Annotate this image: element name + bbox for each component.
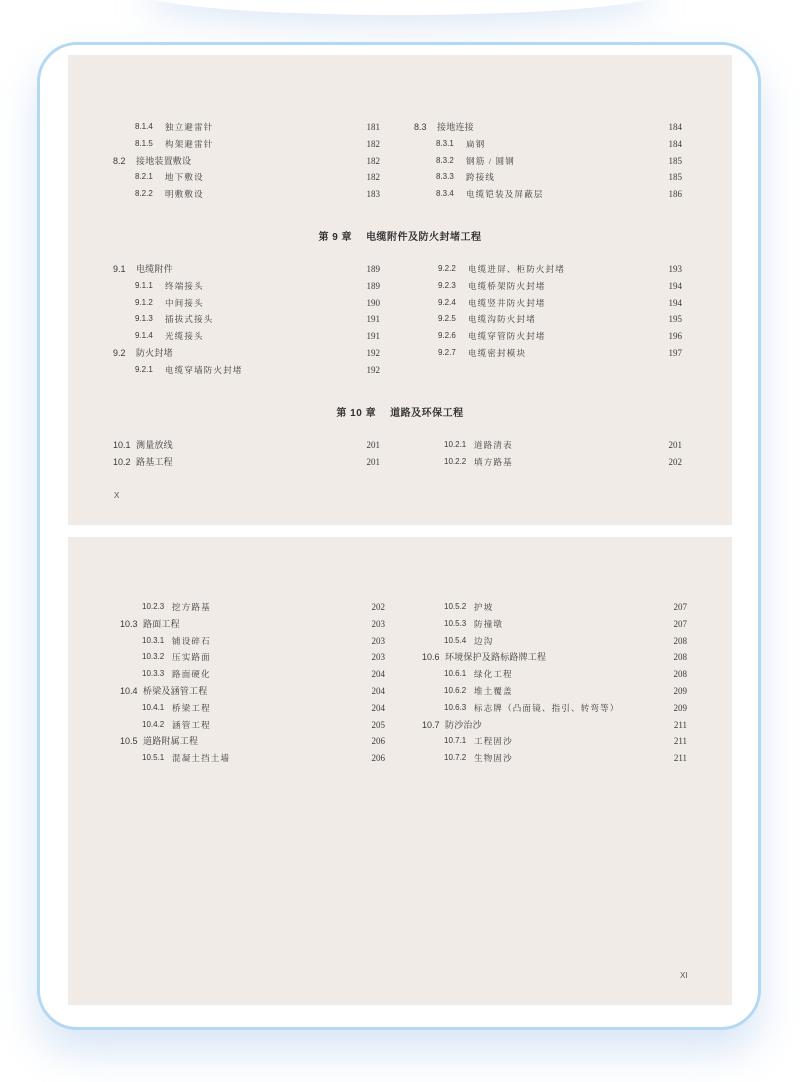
- toc-column-top-right: [414, 119, 682, 203]
- toc-entry: [422, 616, 687, 633]
- toc-entry-page: 204: [371, 669, 385, 680]
- toc-entry: [416, 261, 682, 278]
- toc-entry-number: 10.6.3: [444, 702, 467, 712]
- toc-entry-page: 190: [366, 297, 380, 308]
- toc-entry-number: 9.1.4: [135, 331, 153, 341]
- toc-entry-page: 201: [366, 456, 380, 467]
- toc-entry: [422, 599, 687, 616]
- toc-entry: [113, 261, 380, 278]
- toc-entry-page: 204: [371, 685, 385, 696]
- toc-entry-page: 193: [668, 264, 682, 274]
- toc-entry-page: 201: [366, 440, 380, 450]
- page-folio-right: XI: [680, 971, 688, 980]
- toc-entry-title: 电缆附件: [136, 264, 173, 274]
- toc-entry-page: 207: [673, 602, 687, 612]
- toc-entry-number: 10.5: [120, 736, 138, 747]
- toc-entry: [113, 136, 380, 153]
- toc-entry-title: 堆土覆盖: [474, 685, 513, 696]
- toc-entry-page: 194: [668, 297, 682, 308]
- toc-column-right: [422, 599, 687, 767]
- toc-entry-page: 208: [673, 652, 687, 663]
- chapter-9-title: 电缆附件及防火封堵工程: [366, 232, 482, 243]
- toc-entry-number: 8.1.4: [135, 122, 153, 131]
- toc-entry-number: 9.2.5: [438, 314, 456, 324]
- toc-entry-number: 8.2.1: [135, 172, 153, 182]
- page-folio-left: X: [114, 491, 120, 500]
- toc-entry-number: 10.5.1: [142, 753, 165, 763]
- toc-entry-page: 196: [668, 331, 682, 342]
- toc-entry: [416, 311, 682, 328]
- toc-column-left: [120, 599, 385, 767]
- chapter-10-label: 第 10 章: [336, 408, 377, 419]
- toc-entry-title: 电缆穿墙防火封堵: [165, 364, 243, 375]
- toc-entry: [422, 750, 687, 767]
- toc-entry: [113, 311, 380, 328]
- toc-entry-number: 9.2.1: [135, 364, 153, 374]
- toc-entry-title: 桥梁工程: [172, 702, 211, 713]
- toc-entry: [422, 683, 687, 700]
- toc-entry-page: 184: [668, 122, 682, 132]
- toc-entry-page: 194: [668, 280, 682, 291]
- toc-entry-title: 防火封堵: [136, 347, 173, 358]
- toc-entry: [120, 666, 385, 683]
- toc-entry-number: 10.4: [120, 685, 138, 696]
- chapter-9-heading: [68, 228, 732, 243]
- toc-entry-title: 电缆沟防火封堵: [468, 314, 536, 325]
- toc-entry-page: 192: [366, 347, 380, 358]
- toc-entry: [422, 733, 687, 750]
- toc-entry-number: 9.1.2: [135, 297, 153, 307]
- toc-entry-number: 8.3.1: [436, 138, 454, 148]
- toc-entry-number: 10.3.1: [142, 635, 165, 645]
- toc-entry-number: 10.5.2: [444, 602, 467, 611]
- toc-entry-number: 8.3: [414, 122, 427, 132]
- toc-entry-page: 201: [668, 440, 682, 450]
- toc-entry-page: 189: [366, 264, 380, 274]
- toc-entry-number: 10.3.3: [142, 669, 165, 679]
- toc-entry: [113, 345, 380, 362]
- toc-entry-number: 8.2: [113, 155, 126, 166]
- toc-entry-page: 184: [668, 138, 682, 149]
- toc-entry-title: 防沙治沙: [445, 719, 482, 730]
- toc-entry-page: 191: [366, 331, 380, 342]
- toc-entry-number: 9.2.6: [438, 331, 456, 341]
- toc-entry-page: 197: [668, 347, 682, 358]
- toc-entry-page: 195: [668, 314, 682, 325]
- toc-entry-page: 202: [668, 456, 682, 467]
- toc-entry-title: 混凝土挡土墙: [172, 753, 231, 764]
- toc-entry-number: 10.5.3: [444, 618, 467, 628]
- toc-entry-number: 8.2.2: [135, 189, 153, 199]
- toc-entry-page: 211: [673, 753, 687, 764]
- toc-entry-number: 9.1.3: [135, 314, 153, 324]
- toc-entry-number: 10.4.2: [142, 719, 165, 729]
- toc-entry-number: 10.7.2: [444, 753, 467, 763]
- toc-entry: [414, 153, 682, 170]
- toc-column-top-left: [113, 119, 380, 203]
- toc-entry-number: 10.2.3: [142, 602, 165, 611]
- toc-entry-number: 10.4.1: [142, 702, 165, 712]
- toc-entry: [422, 633, 687, 650]
- toc-entry-number: 9.1: [113, 264, 126, 274]
- toc-entry: [120, 599, 385, 616]
- toc-entry: [422, 700, 687, 717]
- toc-entry: [422, 454, 682, 471]
- toc-entry-title: 钢筋 / 圆钢: [466, 155, 516, 166]
- toc-entry-page: 183: [366, 189, 380, 200]
- chapter-10-heading: [68, 404, 732, 419]
- toc-entry-title: 挖方路基: [172, 602, 211, 612]
- toc-entry: [414, 119, 682, 136]
- toc-entry-page: 181: [366, 122, 380, 132]
- toc-entry: [414, 136, 682, 153]
- toc-entry-title: 地下敷设: [165, 172, 204, 183]
- toc-entry-number: 9.2.3: [438, 280, 456, 290]
- toc-entry-number: 10.6: [422, 652, 440, 663]
- toc-entry-title: 路面工程: [143, 618, 180, 629]
- toc-entry: [416, 328, 682, 345]
- toc-entry-title: 测量放线: [136, 440, 173, 450]
- toc-entry-title: 边沟: [474, 635, 494, 646]
- toc-entry-title: 电缆穿管防火封堵: [468, 331, 546, 342]
- toc-entry-page: 211: [673, 719, 687, 730]
- toc-entry-number: 10.7: [422, 719, 440, 730]
- toc-entry-title: 桥梁及涵管工程: [143, 685, 208, 696]
- toc-entry-number: 8.3.3: [436, 172, 454, 182]
- toc-entry-title: 明敷敷设: [165, 189, 204, 200]
- toc-entry: [416, 295, 682, 312]
- toc-entry-number: 9.2.2: [438, 264, 456, 273]
- toc-entry-title: 扁钢: [466, 138, 486, 149]
- toc-entry-page: 209: [673, 702, 687, 713]
- toc-entry-number: 10.2: [113, 456, 131, 467]
- toc-entry-title: 路面硬化: [172, 669, 211, 680]
- toc-entry-page: 207: [673, 618, 687, 629]
- toc-entry-number: 10.6.2: [444, 685, 467, 695]
- toc-entry-number: 10.3: [120, 618, 138, 629]
- chapter-9-label: 第 9 章: [318, 232, 353, 243]
- toc-entry: [113, 153, 380, 170]
- toc-entry: [416, 278, 682, 295]
- toc-entry-title: 接地装置敷设: [136, 155, 192, 166]
- toc-entry-page: 186: [668, 189, 682, 200]
- toc-entry-page: 203: [371, 618, 385, 629]
- toc-entry: [414, 186, 682, 203]
- toc-entry-number: 10.2.2: [444, 456, 467, 466]
- toc-entry-title: 工程固沙: [474, 736, 513, 747]
- toc-entry-title: 道路附属工程: [143, 736, 199, 747]
- toc-entry: [113, 186, 380, 203]
- toc-entry-number: 10.3.2: [142, 652, 165, 662]
- toc-entry-number: 9.2.4: [438, 297, 456, 307]
- toc-entry: [422, 717, 687, 734]
- toc-entry-page: 209: [673, 685, 687, 696]
- toc-entry: [120, 649, 385, 666]
- toc-entry-title: 环境保护及路标路牌工程: [445, 652, 547, 663]
- toc-entry: [120, 750, 385, 767]
- toc-entry-page: 208: [673, 669, 687, 680]
- toc-entry-number: 10.7.1: [444, 736, 467, 746]
- toc-entry: [113, 328, 380, 345]
- toc-entry-page: 189: [366, 280, 380, 291]
- toc-entry-title: 涵管工程: [172, 719, 211, 730]
- toc-page-x: [68, 55, 732, 525]
- toc-entry-page: 185: [668, 155, 682, 166]
- toc-entry: [113, 169, 380, 186]
- toc-entry-page: 206: [371, 753, 385, 764]
- toc-entry-title: 终端接头: [165, 280, 204, 291]
- toc-entry-title: 接地连接: [437, 122, 474, 132]
- toc-entry-page: 206: [371, 736, 385, 747]
- toc-entry-title: 生物固沙: [474, 753, 513, 764]
- toc-entry: [120, 700, 385, 717]
- toc-entry-page: 211: [673, 736, 687, 747]
- toc-entry-title: 电缆桥架防火封堵: [468, 280, 546, 291]
- toc-entry-number: 10.5.4: [444, 635, 467, 645]
- toc-entry-title: 压实路面: [172, 652, 211, 663]
- toc-entry-number: 9.2.7: [438, 347, 456, 357]
- toc-page-xi: [68, 537, 732, 1005]
- toc-entry-title: 道路清表: [474, 440, 513, 450]
- toc-column-ch9-left: [113, 261, 380, 379]
- toc-entry: [422, 437, 682, 454]
- toc-column-ch10-right: [422, 437, 682, 471]
- toc-entry-page: 202: [371, 602, 385, 612]
- toc-entry-number: 8.3.4: [436, 189, 454, 199]
- toc-entry-number: 8.1.5: [135, 138, 153, 148]
- toc-entry-number: 9.2: [113, 347, 126, 358]
- toc-entry: [120, 616, 385, 633]
- toc-entry: [416, 345, 682, 362]
- toc-entry-number: 10.6.1: [444, 669, 467, 679]
- toc-entry: [422, 666, 687, 683]
- toc-entry: [120, 683, 385, 700]
- toc-entry-page: 182: [366, 138, 380, 149]
- toc-entry-title: 标志牌（凸面镜、指引、转弯等）: [474, 702, 620, 713]
- toc-entry: [120, 633, 385, 650]
- toc-entry: [414, 169, 682, 186]
- toc-entry-title: 绿化工程: [474, 669, 513, 680]
- toc-entry-page: 191: [366, 314, 380, 325]
- toc-entry-title: 电缆密封模块: [468, 347, 527, 358]
- frame-glow: [140, 0, 660, 15]
- toc-entry-page: 208: [673, 635, 687, 646]
- toc-entry-title: 电缆竖井防火封堵: [468, 297, 546, 308]
- toc-entry-title: 填方路基: [474, 456, 513, 467]
- toc-entry-number: 10.1: [113, 440, 131, 450]
- toc-entry-page: 205: [371, 719, 385, 730]
- toc-entry-title: 中间接头: [165, 297, 204, 308]
- toc-column-ch9-right: [416, 261, 682, 362]
- toc-entry: [113, 362, 380, 379]
- toc-entry-page: 182: [366, 155, 380, 166]
- toc-entry-page: 185: [668, 172, 682, 183]
- toc-entry-title: 护坡: [474, 602, 494, 612]
- toc-entry-number: 8.3.2: [436, 155, 454, 165]
- toc-entry-number: 9.1.1: [135, 280, 153, 290]
- toc-entry-page: 182: [366, 172, 380, 183]
- toc-entry-title: 铺设碎石: [172, 635, 211, 646]
- toc-entry-title: 防撞墩: [474, 618, 504, 629]
- toc-entry: [113, 454, 380, 471]
- toc-entry-page: 192: [366, 364, 380, 375]
- toc-entry: [113, 278, 380, 295]
- toc-entry-page: 203: [371, 635, 385, 646]
- toc-entry-page: 203: [371, 652, 385, 663]
- toc-column-ch10-left: [113, 437, 380, 471]
- toc-entry-title: 光缆接头: [165, 331, 204, 342]
- toc-entry: [113, 119, 380, 136]
- toc-entry-title: 路基工程: [136, 456, 173, 467]
- toc-entry-title: 独立避雷针: [165, 122, 214, 132]
- toc-entry-title: 跨接线: [466, 172, 496, 183]
- chapter-10-title: 道路及环保工程: [390, 408, 464, 419]
- toc-entry-page: 204: [371, 702, 385, 713]
- toc-entry: [113, 295, 380, 312]
- toc-entry: [113, 437, 380, 454]
- toc-entry: [422, 649, 687, 666]
- toc-entry: [120, 717, 385, 734]
- toc-entry-title: 构架避雷针: [165, 138, 214, 149]
- toc-entry-title: 电缆铠装及屏蔽层: [466, 189, 544, 200]
- toc-entry: [120, 733, 385, 750]
- toc-entry-title: 电缆进屏、柜防火封堵: [468, 264, 566, 274]
- toc-entry-number: 10.2.1: [444, 440, 467, 449]
- toc-entry-title: 插拔式接头: [165, 314, 214, 325]
